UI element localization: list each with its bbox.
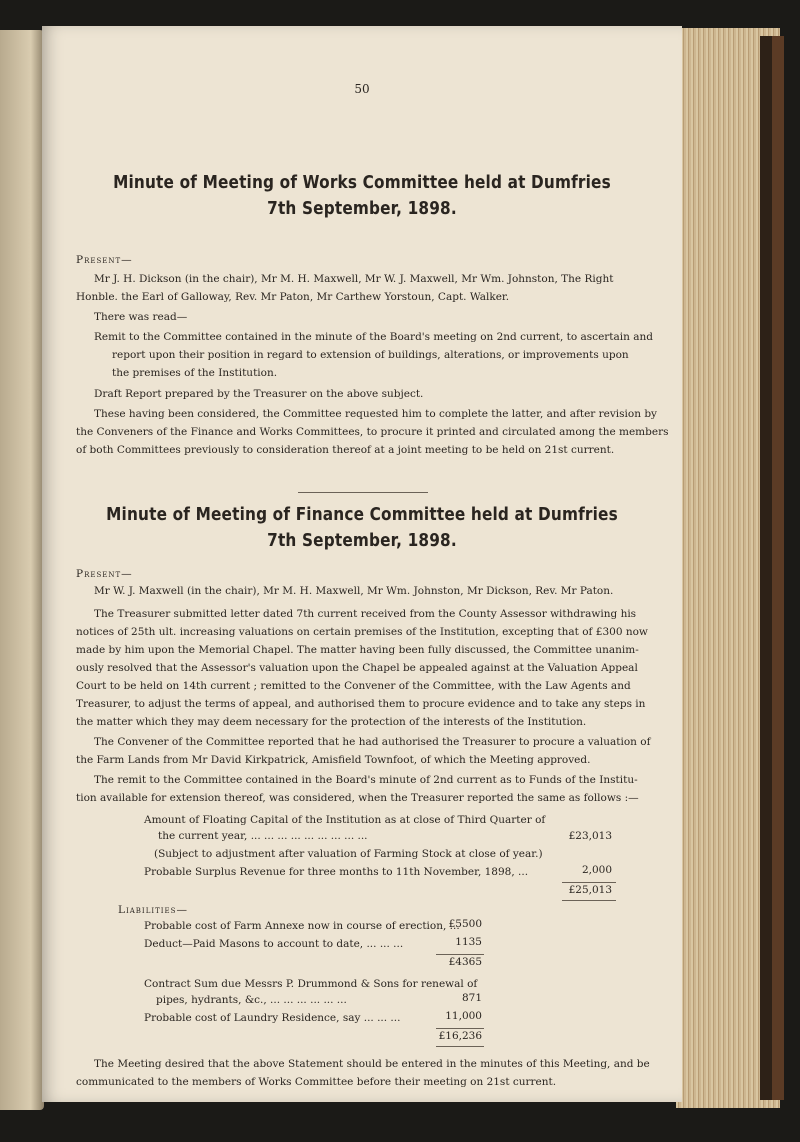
asset-total: £25,013: [568, 884, 612, 896]
liability-item1-amount: £5500: [448, 918, 482, 930]
finance-p1-line5: Court to be held on 14th current ; remitted to the Convener of the Committee, with the Law Agents and: [76, 680, 631, 692]
liability-subtotal-rule: [436, 954, 484, 955]
finance-present-line1: Mr W. J. Maxwell (in the chair), Mr M. H. Maxwell, Mr Wm. Johnston, Mr Dickson, Rev. Mr Paton.: [94, 585, 614, 597]
works-remit-line2: report upon their position in regard to extension of buildings, alterations, or improvements upon: [112, 349, 629, 361]
works-remit-line1: Remit to the Committee contained in the minute of the Board's meeting on 2nd current, to ascertain and: [94, 331, 653, 343]
asset-total-underline: [562, 900, 616, 901]
finance-p1-line2: notices of 25th ult. increasing valuations on certain premises of the Institution, excepting that of £300 now: [76, 626, 648, 638]
finance-p1-line6: Treasurer, to adjust the terms of appeal, and authorised them to procure evidence and to take any steps in: [76, 698, 646, 710]
left-page-edge: [0, 30, 44, 1110]
section-divider: [298, 492, 428, 493]
finance-title-line2: 7th September, 1898.: [267, 530, 457, 551]
closing-line2: communicated to the members of Works Committee before their meeting on 21st current.: [76, 1076, 557, 1088]
works-present-line1: Mr J. H. Dickson (in the chair), Mr M. H. Maxwell, Mr W. J. Maxwell, Mr Wm. Johnston, The Right: [94, 273, 614, 285]
works-title-line2: 7th September, 1898.: [267, 198, 457, 219]
liability-item3-amount: 871: [461, 992, 482, 1004]
works-these-line2: the Conveners of the Finance and Works Committees, to procure it printed and circulated among the members: [76, 426, 669, 438]
finance-p3-line2: tion available for extension thereof, was considered, when the Treasurer reported the same as follows :—: [76, 792, 639, 804]
liability-subtotal: £4365: [448, 956, 482, 968]
liability-item2-line: Deduct—Paid Masons to account to date, ... ... ...: [144, 938, 404, 950]
finance-p1-line3: made by him upon the Memorial Chapel. The matter having been fully discussed, the Committee unanim-: [76, 644, 639, 656]
document-page: [42, 26, 682, 1102]
works-these-line3: of both Committees previously to consideration thereof at a joint meeting to be held on 21st current.: [76, 444, 615, 456]
works-draft-report: Draft Report prepared by the Treasurer on the above subject.: [94, 388, 424, 400]
liability-total-rule: [436, 1028, 484, 1029]
asset-item2-amount: 2,000: [581, 864, 612, 876]
liability-item4-line: Probable cost of Laundry Residence, say ... ... ...: [144, 1012, 401, 1024]
liability-item2-amount: 1135: [455, 936, 482, 948]
finance-present-label: Present—: [76, 568, 133, 580]
liability-item1-line: Probable cost of Farm Annexe now in course of erection, ...: [144, 920, 460, 932]
liability-item3-line2: pipes, hydrants, &c., ... ... ... ... ... ...: [156, 994, 347, 1006]
asset-total-rule: [562, 882, 616, 883]
finance-p2-line1: The Convener of the Committee reported that he had authorised the Treasurer to procure a valuation of: [94, 736, 651, 748]
works-remit-line3: the premises of the Institution.: [112, 367, 278, 379]
finance-p1-line1: The Treasurer submitted letter dated 7th current received from the County Assessor withdrawing his: [94, 608, 637, 620]
liability-total-underline: [436, 1046, 484, 1047]
finance-p3-line1: The remit to the Committee contained in the Board's minute of 2nd current as to Funds of the Institu-: [94, 774, 638, 786]
page-number: 50: [354, 82, 370, 96]
asset-item1-note: (Subject to adjustment after valuation of Farming Stock at close of year.): [154, 848, 543, 860]
asset-item1-amount: £23,013: [568, 830, 612, 842]
liability-item4-amount: 11,000: [445, 1010, 482, 1022]
asset-item1-line1: Amount of Floating Capital of the Institution as at close of Third Quarter of: [144, 814, 546, 826]
works-present-line2: Honble. the Earl of Galloway, Rev. Mr Paton, Mr Carthew Yorstoun, Capt. Walker.: [76, 291, 510, 303]
liability-item3-line1: Contract Sum due Messrs P. Drummond & Sons for renewal of: [144, 978, 478, 990]
works-title-line1: Minute of Meeting of Works Committee held at Dumfries: [113, 172, 611, 193]
works-present-label: Present—: [76, 254, 133, 266]
liabilities-label: Liabilities—: [118, 904, 188, 916]
book-cover: [772, 36, 784, 1100]
works-there-was-read: There was read—: [94, 311, 188, 323]
finance-p1-line4: ously resolved that the Assessor's valuation upon the Chapel be appealed against at the Valuation Appeal: [76, 662, 638, 674]
finance-p1-line7: the matter which they may deem necessary for the protection of the interests of the Institution.: [76, 716, 587, 728]
liability-total: £16,236: [438, 1030, 482, 1042]
finance-p2-line2: the Farm Lands from Mr David Kirkpatrick, Amisfield Townfoot, of which the Meeting approved.: [76, 754, 591, 766]
works-these-line1: These having been considered, the Committee requested him to complete the latter, and after revision by: [94, 408, 657, 420]
closing-line1: The Meeting desired that the above Statement should be entered in the minutes of this Meeting, and be: [94, 1058, 650, 1070]
asset-item2-line: Probable Surplus Revenue for three months to 11th November, 1898, ...: [144, 866, 529, 878]
finance-title-line1: Minute of Meeting of Finance Committee held at Dumfries: [106, 504, 618, 525]
asset-item1-line2: the current year, ... ... ... ... ... ... ... ... ...: [158, 830, 368, 842]
